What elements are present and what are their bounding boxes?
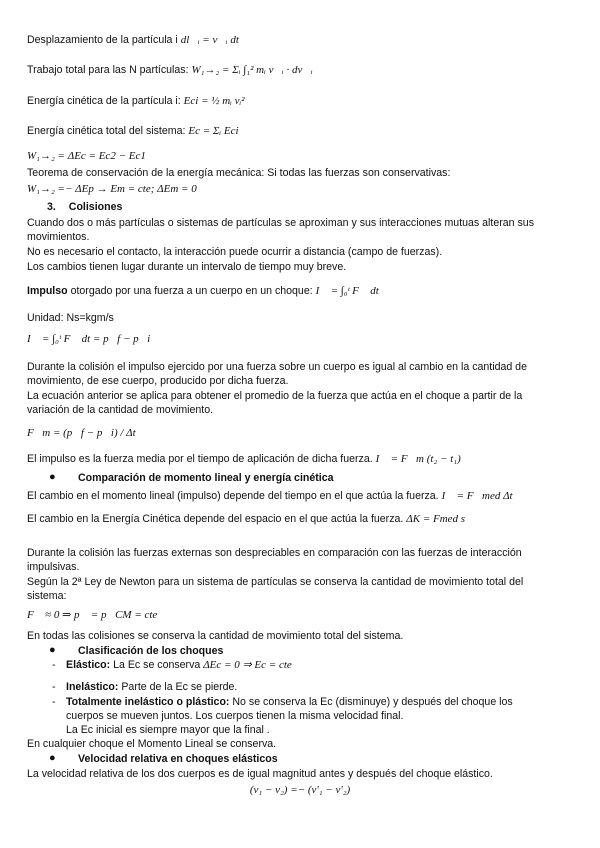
- dash-icon: -: [52, 696, 56, 708]
- paragraph-2: No es necesario el contacto, la interacción puede ocurrir a distancia (campo de fuerzas).: [27, 246, 443, 258]
- paragraph-5b: variación de la cantidad de movimiento.: [27, 404, 214, 416]
- bullet-icon: ●: [49, 752, 56, 764]
- paragraph-5a: La ecuación anterior se aplica para obtener el promedio de la fuerza que actúa en el choque a partir de la: [27, 390, 523, 402]
- formula-relative-velocity: (v₁ − v₂) =− (v'₁ − v'₂): [249, 784, 351, 796]
- list-item-inelastic: [66, 681, 237, 694]
- bullet-icon: ●: [49, 644, 56, 656]
- paragraph-10a: Según la 2ª Ley de Newton para un sistema de partículas se conserva la cantidad de movimiento total del: [27, 576, 524, 588]
- formula-momentum-conservation: F⃗ ≈ 0 ⇒ p⃗ = p⃗CM = cte: [27, 609, 158, 621]
- bold-term: Elástico:: [66, 659, 111, 671]
- paragraph-13: La velocidad relativa de los dos cuerpos es de igual magnitud antes y después del choque elástico.: [27, 768, 493, 780]
- list-item-elastic: [66, 659, 292, 672]
- formula: I⃗ = F⃗med Δt: [441, 490, 513, 502]
- line-total-work: [27, 64, 313, 77]
- formula-mean-force: F⃗m = (p⃗f − p⃗i) / Δt: [27, 427, 136, 439]
- line-kinetic-energy-system: [27, 125, 239, 138]
- formula: ΔK = Fmed s: [406, 513, 466, 525]
- section-title: Colisiones: [68, 201, 123, 213]
- bullet-heading-relative-velocity: Velocidad relativa en choques elásticos: [78, 753, 278, 765]
- text: Parte de la Ec se pierde.: [121, 681, 238, 693]
- text: El cambio en la Energía Cinética depende del espacio en el que actúa la fuerza.: [27, 513, 404, 525]
- paragraph-10b: sistema:: [27, 590, 67, 602]
- line-kinetic-change: [27, 513, 465, 526]
- text: El impulso es la fuerza media por el tiempo de aplicación de dicha fuerza.: [27, 453, 373, 465]
- bullet-heading-classification: Clasificación de los choques: [78, 645, 224, 657]
- text: otorgado por una fuerza a un cuerpo en un choque:: [70, 285, 313, 297]
- dash-icon: -: [52, 659, 56, 671]
- formula: Ec = Σᵢ Eci: [188, 125, 239, 137]
- bold-term: Totalmente inelástico o plástico:: [66, 696, 230, 708]
- section-heading: [47, 201, 122, 214]
- text: Trabajo total para las N partículas:: [27, 64, 189, 76]
- line-displacement: [27, 34, 239, 47]
- formula: dl⃗ᵢ = v⃗ᵢ dt: [180, 34, 239, 46]
- list-item-plastic: [66, 696, 513, 709]
- line-conservation-theorem: Teorema de conservación de la energía mecánica: Si todas las fuerzas son conservativas:: [27, 167, 451, 179]
- paragraph-1b: movimientos.: [27, 231, 90, 243]
- dash-icon: -: [52, 681, 56, 693]
- section-number: 3.: [47, 201, 56, 213]
- paragraph-4a: Durante la colisión el impulso ejercido por una fuerza sobre un cuerpo es igual al cambio en la cantidad de: [27, 361, 527, 373]
- text: El cambio en el momento lineal (impulso) depende del tiempo en el que actúa la fuerza.: [27, 490, 439, 502]
- text: Energía cinética total del sistema:: [27, 125, 186, 137]
- paragraph-9a: Durante la colisión las fuerzas externas son despreciables en comparación con las fuerzas de interacción: [27, 547, 522, 559]
- bullet-icon: ●: [49, 471, 56, 483]
- bold-term: Impulso: [27, 285, 68, 297]
- paragraph-3: Los cambios tienen lugar durante un intervalo de tiempo muy breve.: [27, 261, 347, 273]
- text: Energía cinética de la partícula i:: [27, 95, 181, 107]
- bullet-heading-comparison: Comparación de momento lineal y energía cinética: [78, 472, 334, 484]
- text: No se conserva la Ec (disminuye) y después del choque los: [232, 696, 513, 708]
- paragraph-1a: Cuando dos o más partículas o sistemas de partículas se aproximan y sus interacciones mutuas alteran sus: [27, 217, 534, 229]
- formula: I⃗ = F⃗m (t₂ − t₁): [375, 453, 461, 465]
- paragraph-11: En todas las colisiones se conserva la cantidad de movimiento total del sistema.: [27, 630, 404, 642]
- formula: W₁→₂ = Σᵢ ∫₁² mᵢ v⃗ᵢ · dv⃗ᵢ: [191, 64, 313, 76]
- line-impulse: [27, 285, 379, 298]
- formula-impulse-momentum: I⃗ = ∫₀ᵗ F⃗ dt = p⃗f − p⃗i: [27, 333, 151, 345]
- list-item-plastic-cont2: La Ec inicial es siempre mayor que la final .: [66, 724, 270, 736]
- formula-mechanical-energy: W₁→₂ =− ΔEp → Em = cte; ΔEm = 0: [27, 183, 197, 195]
- text: La Ec se conserva: [113, 659, 201, 671]
- paragraph-4b: movimiento, de ese cuerpo, producido por dicha fuerza.: [27, 375, 289, 387]
- paragraph-9b: impulsivas.: [27, 561, 80, 573]
- bold-term: Inelástico:: [66, 681, 119, 693]
- formula: Eci = ½ mᵢ vᵢ²: [183, 95, 245, 107]
- line-units: Unidad: Ns=kgm/s: [27, 312, 114, 324]
- list-item-plastic-cont: cuerpos se mueven juntos. Los cuerpos tienen la misma velocidad final.: [66, 710, 404, 722]
- text: Desplazamiento de la partícula i: [27, 34, 178, 46]
- line-kinetic-energy-particle: [27, 95, 245, 108]
- formula: I⃗ = ∫₀ᵗ F⃗ dt: [315, 285, 379, 297]
- line-momentum-change: [27, 490, 513, 503]
- line-impulse-mean-force: [27, 453, 461, 466]
- formula-work-energy: W₁→₂ = ΔEc = Ec2 − Ec1: [27, 150, 146, 162]
- formula: ΔEc = 0 ⇒ Ec = cte: [203, 659, 292, 671]
- paragraph-12: En cualquier choque el Momento Lineal se conserva.: [27, 738, 277, 750]
